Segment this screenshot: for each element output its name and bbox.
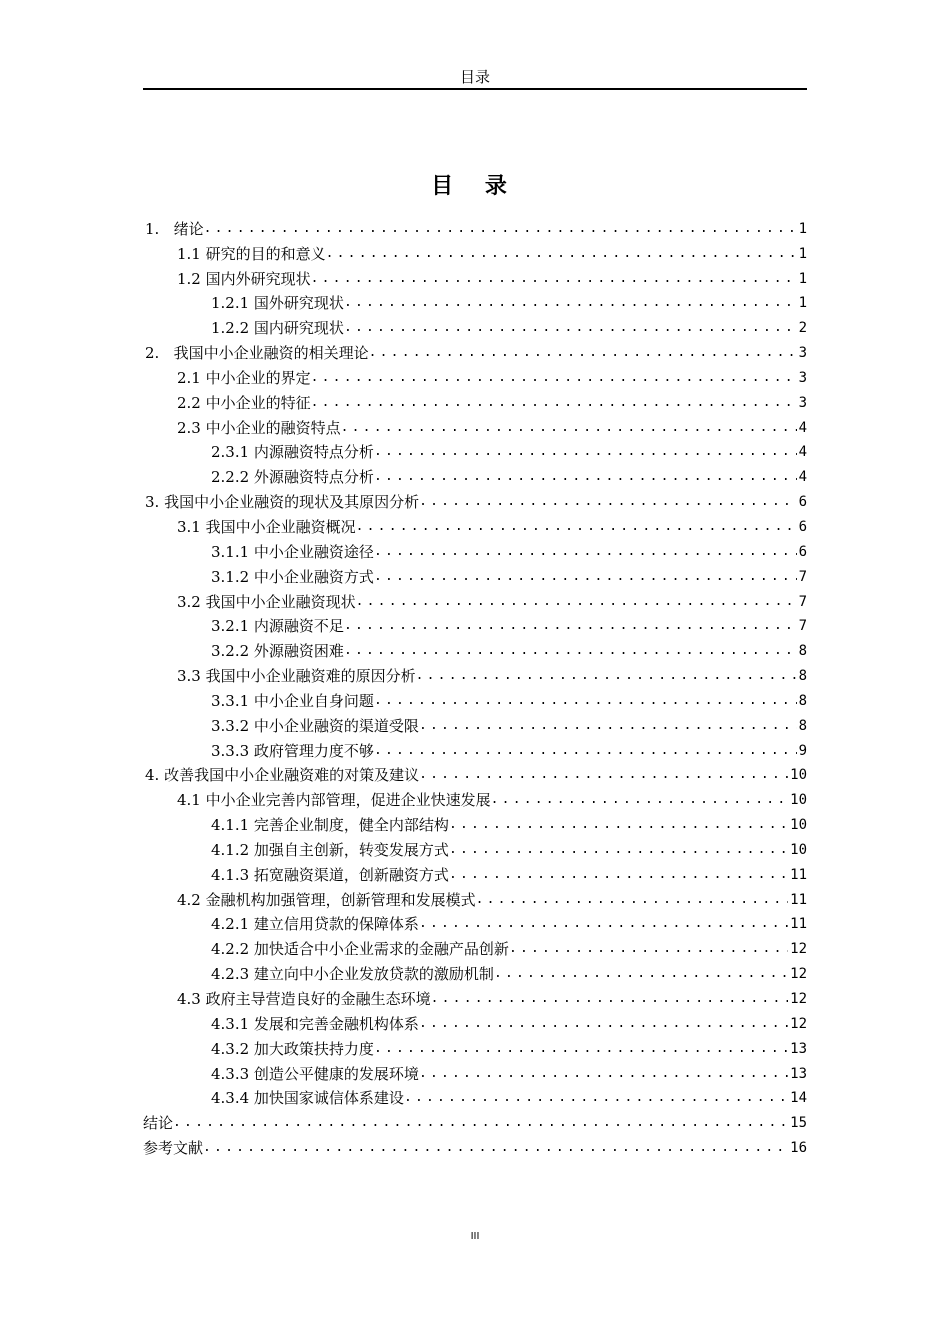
toc-entry-label: 3. 我国中小企业融资的现状及其原因分析 — [145, 493, 420, 512]
table-of-contents — [143, 214, 807, 1158]
toc-entry-page: 10 — [790, 841, 807, 858]
toc-entry[interactable] — [143, 512, 807, 537]
toc-entry-page: 13 — [790, 1040, 807, 1057]
header-rule — [143, 88, 807, 90]
toc-entry[interactable] — [143, 636, 807, 661]
toc-entry-label: 2. 我国中小企业融资的相关理论 — [145, 344, 369, 363]
toc-entry-page: 6 — [798, 494, 807, 511]
toc-entry-label: 3.2.1 内源融资不足 — [211, 617, 344, 636]
toc-entry[interactable] — [143, 264, 807, 289]
toc-entry-label: 3.3.2 中小企业融资的渠道受限 — [211, 716, 419, 735]
toc-dot-leader — [419, 1064, 788, 1084]
toc-dot-leader — [374, 1039, 788, 1059]
toc-entry[interactable] — [143, 661, 807, 686]
toc-entry[interactable] — [143, 959, 807, 984]
toc-entry-label: 2.3.1 内源融资特点分析 — [211, 443, 374, 462]
toc-entry-label: 参考文献 — [143, 1139, 204, 1158]
toc-entry-label: 4.2 金融机构加强管理，创新管理和发展模式 — [177, 890, 476, 909]
toc-entry-page: 1 — [798, 295, 807, 312]
toc-entry[interactable] — [143, 612, 807, 637]
toc-entry[interactable] — [143, 1059, 807, 1084]
toc-entry-page: 10 — [790, 792, 807, 809]
toc-entry[interactable] — [143, 1108, 807, 1133]
toc-entry[interactable] — [143, 338, 807, 363]
toc-entry[interactable] — [143, 239, 807, 264]
toc-entry-page: 3 — [798, 369, 807, 386]
toc-dot-leader — [311, 269, 797, 289]
toc-entry-label: 3.3.1 中小企业自身问题 — [211, 691, 374, 710]
toc-dot-leader — [419, 492, 796, 512]
toc-dot-leader — [419, 765, 788, 785]
toc-entry-page: 1 — [798, 270, 807, 287]
toc-entry[interactable] — [143, 537, 807, 562]
toc-entry-label: 4.3.2 加大政策扶持力度 — [211, 1039, 374, 1058]
toc-entry[interactable] — [143, 487, 807, 512]
toc-entry-label: 3.1 我国中小企业融资概况 — [177, 517, 356, 536]
toc-entry-label: 2.1 中小企业的界定 — [177, 368, 311, 387]
toc-entry-page: 12 — [790, 991, 807, 1007]
toc-entry[interactable] — [143, 388, 807, 413]
toc-dot-leader — [374, 741, 797, 761]
toc-dot-leader — [374, 567, 797, 587]
toc-entry[interactable] — [143, 761, 807, 786]
toc-entry[interactable] — [143, 835, 807, 860]
toc-entry-page: 8 — [798, 692, 807, 709]
toc-entry[interactable] — [143, 438, 807, 463]
toc-entry[interactable] — [143, 1034, 807, 1059]
toc-dot-leader — [476, 890, 789, 910]
toc-entry[interactable] — [143, 736, 807, 761]
toc-entry-label: 4.2.2 加快适合中小企业需求的金融产品创新 — [211, 940, 509, 959]
toc-entry-page: 1 — [798, 245, 807, 262]
toc-entry-page: 3 — [798, 394, 807, 411]
toc-entry[interactable] — [143, 711, 807, 736]
toc-dot-leader — [374, 442, 797, 462]
toc-entry[interactable] — [143, 289, 807, 314]
toc-entry[interactable] — [143, 214, 807, 239]
toc-entry[interactable] — [143, 1084, 807, 1109]
toc-entry-label: 2.3 中小企业的融资特点 — [177, 418, 341, 437]
toc-entry-label: 2.2.2 外源融资特点分析 — [211, 468, 374, 487]
toc-entry[interactable] — [143, 363, 807, 388]
toc-entry-label: 1.1 研究的目的和意义 — [177, 244, 326, 263]
toc-entry[interactable] — [143, 934, 807, 959]
toc-entry-page: 8 — [798, 668, 807, 685]
toc-dot-leader — [449, 815, 788, 835]
toc-dot-leader — [419, 914, 788, 934]
toc-dot-leader — [494, 964, 788, 984]
toc-entry-label: 4.1.1 完善企业制度，健全内部结构 — [211, 816, 449, 835]
toc-entry[interactable] — [143, 686, 807, 711]
toc-entry-label: 4.3 政府主导营造良好的金融生态环境 — [177, 990, 431, 1008]
toc-entry-page: 15 — [790, 1115, 807, 1132]
toc-entry[interactable] — [143, 785, 807, 810]
toc-entry-page: 11 — [790, 891, 807, 908]
toc-entry-label: 1.2.1 国外研究现状 — [211, 294, 344, 313]
toc-dot-leader — [344, 616, 797, 636]
toc-entry-page: 7 — [798, 618, 807, 635]
toc-dot-leader — [311, 393, 797, 413]
toc-dot-leader — [419, 716, 797, 736]
toc-dot-leader — [374, 467, 797, 487]
toc-dot-leader — [173, 1113, 788, 1133]
toc-entry-page: 12 — [790, 941, 807, 958]
toc-entry[interactable] — [143, 587, 807, 612]
toc-entry[interactable] — [143, 413, 807, 438]
toc-entry-page: 6 — [798, 518, 807, 535]
toc-entry-label: 4.2.3 建立向中小企业发放贷款的激励机制 — [211, 965, 494, 984]
toc-entry-page: 2 — [798, 320, 807, 337]
toc-entry-page: 14 — [790, 1090, 807, 1107]
toc-entry-page: 12 — [790, 1015, 807, 1032]
toc-entry-label: 3.2 我国中小企业融资现状 — [177, 592, 356, 611]
running-header: 目录 — [459, 68, 490, 86]
page-number: III — [470, 1231, 480, 1242]
toc-entry-label: 结论 — [143, 1114, 174, 1133]
toc-entry-page: 8 — [798, 643, 807, 660]
toc-entry-page: 1 — [798, 220, 807, 237]
toc-entry[interactable] — [143, 984, 807, 1009]
toc-dot-leader — [369, 343, 797, 363]
toc-entry-label: 3.1.1 中小企业融资途径 — [211, 542, 374, 561]
toc-entry-label: 1.2.2 国内研究现状 — [211, 319, 344, 338]
toc-entry-page: 3 — [798, 345, 807, 362]
toc-dot-leader — [374, 691, 797, 711]
toc-entry[interactable] — [143, 860, 807, 885]
toc-dot-leader — [341, 418, 797, 438]
toc-entry-page: 12 — [790, 966, 807, 983]
toc-title: 目 录 — [431, 174, 519, 199]
toc-dot-leader — [356, 592, 797, 612]
toc-entry[interactable] — [143, 1009, 807, 1034]
toc-entry-label: 4.3.4 加快国家诚信体系建设 — [211, 1089, 404, 1108]
toc-entry-label: 3.3.3 政府管理力度不够 — [211, 741, 374, 760]
toc-dot-leader — [404, 1088, 788, 1108]
toc-dot-leader — [509, 939, 788, 959]
toc-dot-leader — [449, 840, 788, 860]
toc-dot-leader — [204, 219, 797, 239]
toc-entry[interactable] — [143, 910, 807, 935]
toc-dot-leader — [449, 865, 788, 885]
toc-dot-leader — [344, 293, 797, 313]
toc-entry-page: 8 — [798, 717, 807, 734]
toc-entry-label: 4.3.3 创造公平健康的发展环境 — [211, 1064, 419, 1083]
toc-entry-page: 4 — [798, 469, 807, 486]
toc-dot-leader — [311, 368, 797, 388]
toc-entry-page: 4 — [798, 419, 807, 436]
toc-entry[interactable] — [143, 1133, 807, 1158]
toc-entry-label: 4.1 中小企业完善内部管理，促进企业快速发展 — [177, 791, 491, 810]
toc-dot-leader — [491, 790, 789, 810]
toc-entry-page: 7 — [798, 593, 807, 610]
toc-entry-label: 4.3.1 发展和完善金融机构体系 — [211, 1014, 419, 1033]
toc-dot-leader — [344, 641, 797, 661]
toc-entry-label: 3.3 我国中小企业融资难的原因分析 — [177, 667, 416, 686]
toc-entry-label: 1. 绪论 — [145, 219, 204, 238]
toc-entry-page: 13 — [790, 1065, 807, 1082]
toc-entry[interactable] — [143, 810, 807, 835]
toc-dot-leader — [344, 318, 797, 338]
toc-entry-label: 4.1.3 拓宽融资渠道，创新融资方式 — [211, 865, 449, 884]
toc-entry-page: 10 — [790, 767, 807, 784]
toc-entry-label: 1.2 国内外研究现状 — [177, 269, 311, 288]
toc-dot-leader — [419, 1014, 788, 1034]
toc-entry[interactable] — [143, 885, 807, 910]
toc-entry-label: 4.1.2 加强自主创新，转变发展方式 — [211, 840, 449, 859]
toc-entry-page: 11 — [790, 866, 807, 883]
toc-dot-leader — [431, 989, 789, 1009]
toc-entry-page: 9 — [798, 742, 807, 759]
toc-entry-page: 4 — [798, 444, 807, 461]
toc-entry-page: 7 — [798, 568, 807, 585]
toc-entry-label: 4. 改善我国中小企业融资难的对策及建议 — [145, 766, 420, 785]
toc-entry-page: 11 — [790, 916, 807, 933]
toc-dot-leader — [374, 542, 797, 562]
toc-entry[interactable] — [143, 562, 807, 587]
toc-entry-label: 2.2 中小企业的特征 — [177, 393, 311, 412]
toc-dot-leader — [326, 244, 797, 264]
toc-entry-page: 10 — [790, 817, 807, 834]
toc-entry-page: 6 — [798, 543, 807, 560]
toc-entry[interactable] — [143, 462, 807, 487]
toc-entry-label: 3.2.2 外源融资困难 — [211, 642, 344, 661]
toc-entry-label: 4.2.1 建立信用贷款的保障体系 — [211, 915, 419, 934]
toc-entry-page: 16 — [790, 1140, 807, 1157]
toc-dot-leader — [203, 1138, 788, 1158]
toc-dot-leader — [356, 517, 797, 537]
toc-entry-label: 3.1.2 中小企业融资方式 — [211, 567, 374, 586]
toc-dot-leader — [416, 666, 797, 686]
toc-entry[interactable] — [143, 313, 807, 338]
